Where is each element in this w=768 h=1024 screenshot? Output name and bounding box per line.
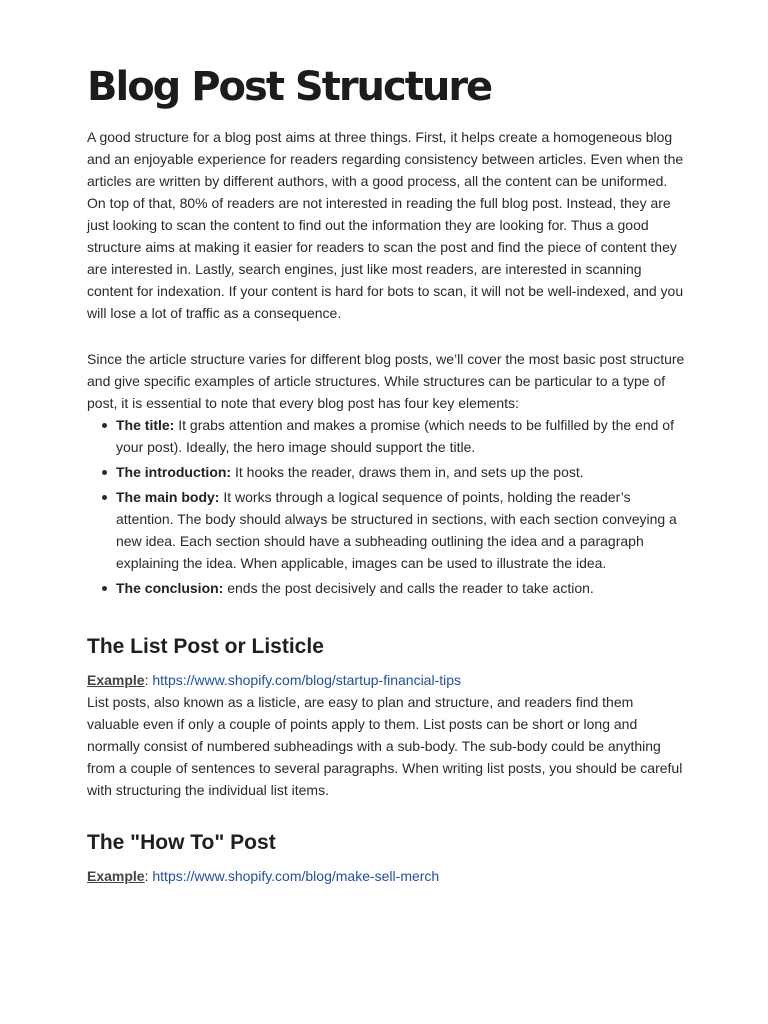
key-elements-list [87,414,688,599]
section-heading-how-to: The "How To" Post [87,831,276,854]
example-label: Example [87,868,145,884]
example-separator: : [144,868,153,884]
intro-paragraph: A good structure for a blog post aims at three things. First, it helps create a homogeneous blog and an enjoyable experience for readers regarding consistency between articles. Even when the articles are written by different authors, with a good process, all the content can be uniformed. On top of that, 80% of readers are not interested in reading the full blog post. Instead, they are just looking to scan the content to find out the information they are looking for. Thus a good structure aims at making it easier for readers to scan the post and find the piece of content they are interested in. Lastly, search engines, just like most readers, are interested in scanning content for indexation. If your content is hard for bots to scan, it will not be well-indexed, and you will lose a lot of traffic as a consequence. [87,129,684,321]
list-item [87,414,688,458]
page-title: Blog Post Structure [87,64,492,110]
section-heading-listicle: The List Post or Listicle [87,635,324,658]
example-line-listicle [87,669,688,691]
list-item-term: The main body: [116,489,220,505]
list-item-text: It hooks the reader, draws them in, and sets up the post. [231,464,584,480]
example-separator: : [144,672,153,688]
example-link-how-to[interactable]: https://www.shopify.com/blog/make-sell-merch [152,868,440,884]
list-item-text: ends the post decisively and calls the reader to take action. [223,580,594,596]
list-item [87,461,688,483]
bullet-icon [102,423,107,428]
list-item-text: It works through a logical sequence of points, holding the reader’s attention. The body should always be structured in sections, with each section conveying a new idea. Each section should have a subheading outlining the idea and a paragraph explaining the idea. When applicable, images can be used to illustrate the idea. [116,489,677,571]
list-item-term: The conclusion: [116,580,224,596]
list-item [87,577,688,599]
example-link-listicle[interactable]: https://www.shopify.com/blog/startup-financial-tips [152,672,462,688]
bullet-icon [102,495,107,500]
list-item [87,486,688,574]
bullet-icon [102,470,107,475]
example-label: Example [87,672,145,688]
list-item-term: The introduction: [116,464,232,480]
listicle-body-paragraph: List posts, also known as a listicle, are easy to plan and structure, and readers find them valuable even if only a couple of points apply to them. List posts can be short or long and normally consist of numbered subheadings with a sub-body. The sub-body could be anything from a couple of sentences to several paragraphs. When writing list posts, you should be careful with structuring the individual list items. [87,694,683,798]
list-item-term: The title: [116,417,175,433]
list-item-text: It grabs attention and makes a promise (which needs to be fulfilled by the end of your post). Ideally, the hero image should support the title. [116,417,674,455]
example-line-how-to [87,865,688,887]
elements-intro-paragraph: Since the article structure varies for different blog posts, we’ll cover the most basic post structure and give specific examples of article structures. While structures can be particular to a type of post, it is essential to note that every blog post has four key elements: [87,351,685,411]
bullet-icon [102,586,107,591]
